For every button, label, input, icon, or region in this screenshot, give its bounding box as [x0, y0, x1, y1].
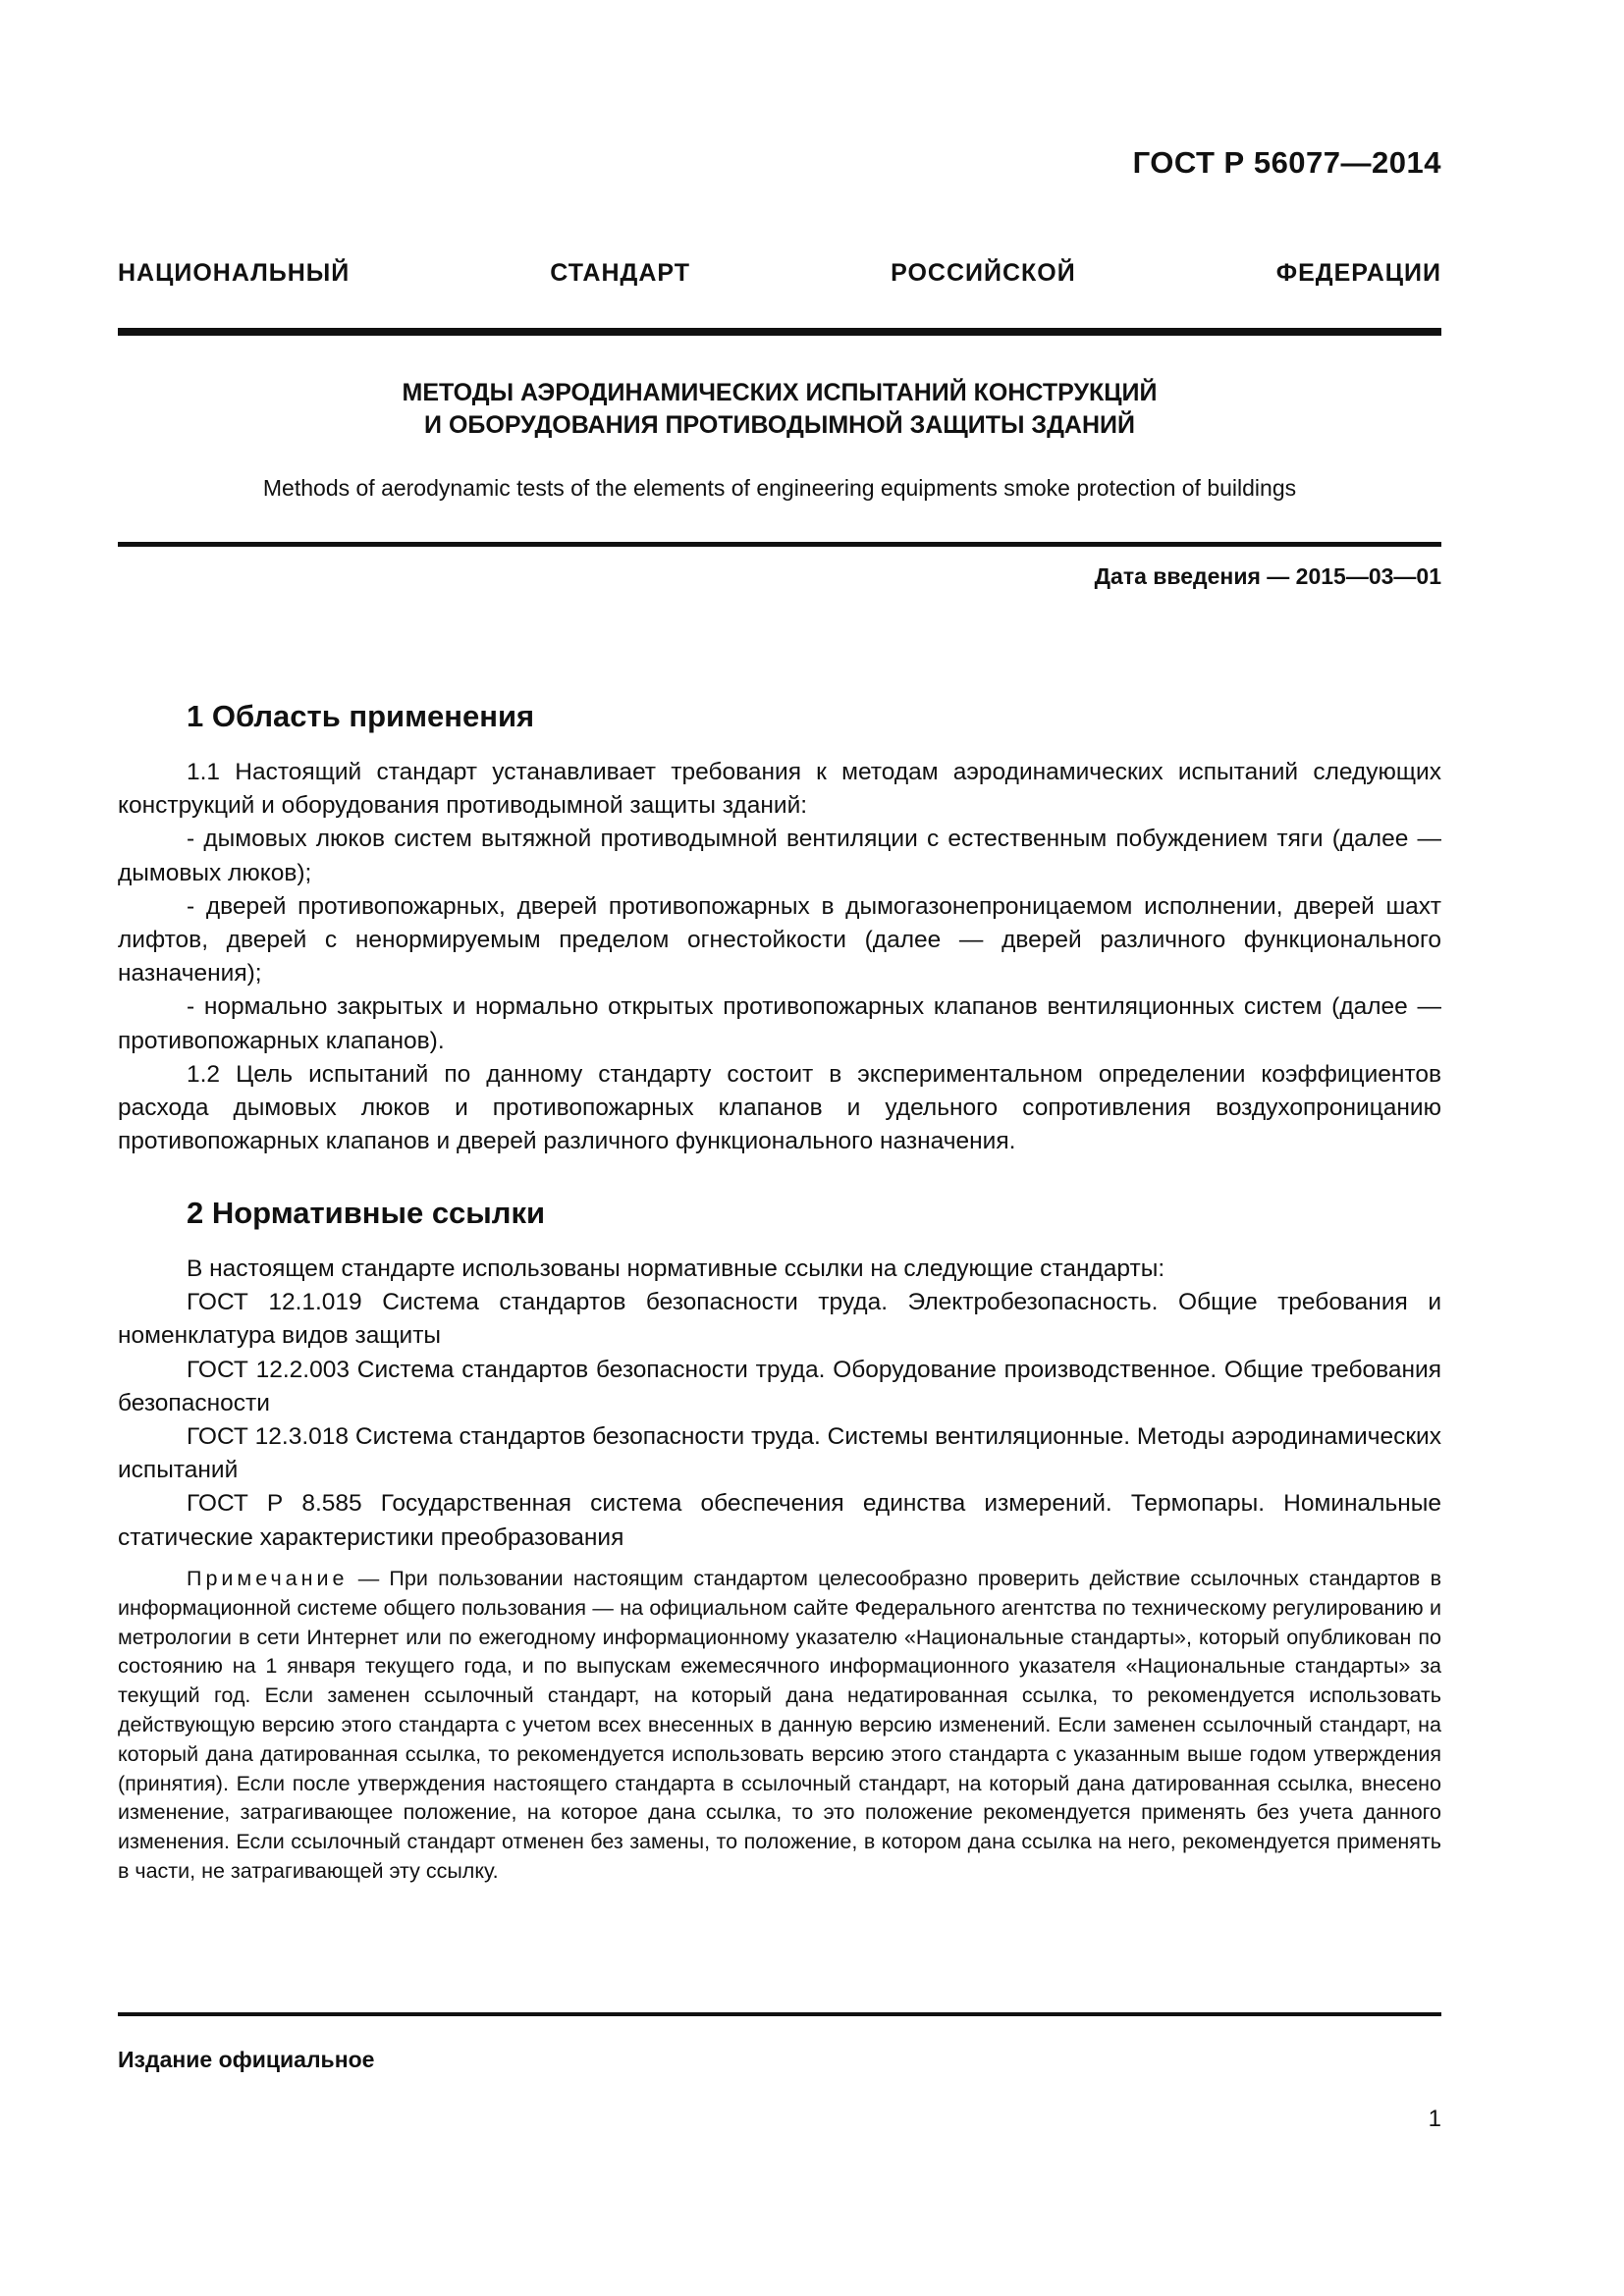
title-line-2: И ОБОРУДОВАНИЯ ПРОТИВОДЫМНОЙ ЗАЩИТЫ ЗДАНИЙ: [424, 411, 1135, 439]
note-text: — При пользовании настоящим стандартом целесообразно проверить действие ссылочных стандартов в информационной системе общего пользования — на официальном сайте Федерального агентства по техническому регулированию и метрологии в сети Интернет или по ежегодному информационному указателю «Национальные стандарты», который опубликован по состоянию на 1 января текущего года, и по выпускам ежемесячного информационного указателя «Национальные стандарты» за текущий год. Если заменен ссылочный стандарт, на который дана недатированная ссылка, то рекомендуется использовать действующую версию этого стандарта с учетом всех внесенных в данную версию изменений. Если заменен ссылочный стандарт, на который дана датированная ссылка, то рекомендуется использовать версию этого стандарта с указанным выше годом утверждения (принятия). Если после утверждения настоящего стандарта в ссылочный стандарт, на который дана датированная ссылка, внесено изменение, затрагивающее положение, на которое дана ссылка, то это положение рекомендуется применять без учета данного изменения. Если ссылочный стандарт отменен без замены, то положение, в котором дана ссылка на него, рекомендуется применять в части, не затрагивающей эту ссылку.: [118, 1567, 1441, 1883]
national-standard-caption: НАЦИОНАЛЬНЫЙ СТАНДАРТ РОССИЙСКОЙ ФЕДЕРАЦИИ: [118, 259, 1441, 287]
paragraph: В настоящем стандарте использованы нормативные ссылки на следующие стандарты:: [187, 1255, 1165, 1282]
section-1-body: [118, 756, 1441, 1158]
document-title: [118, 377, 1441, 442]
title-english: Methods of aerodynamic tests of the elements of engineering equipments smoke protection of buildings: [262, 475, 1297, 501]
section-2-body: [118, 1253, 1441, 1555]
edition-label: Издание официальное: [118, 2047, 375, 2072]
note-paragraph: [118, 1565, 1441, 1887]
document-number: ГОСТ Р 56077—2014: [1132, 145, 1441, 180]
footer-rule: [118, 2012, 1441, 2016]
page-number: 1: [1428, 2106, 1441, 2132]
list-item: - нормально закрытых и нормально открытых противопожарных клапанов вентиляционных систем (далее — противопожарных клапанов).: [118, 993, 1441, 1054]
list-item: - дымовых люков систем вытяжной противодымной вентиляции с естественным побуждением тяги (далее — дымовых люков);: [118, 826, 1441, 886]
paragraph: 1.1 Настоящий стандарт устанавливает требования к методам аэродинамических испытаний следующих конструкций и оборудования противодымной защиты зданий:: [118, 759, 1441, 820]
reference-item: ГОСТ 12.3.018 Система стандартов безопасности труда. Системы вентиляционные. Методы аэродинамических испытаний: [118, 1423, 1441, 1484]
reference-item: ГОСТ 12.1.019 Система стандартов безопасности труда. Электробезопасность. Общие требования и номенклатура видов защиты: [118, 1289, 1441, 1350]
header-rule: [118, 328, 1441, 336]
note-label: Примечание: [187, 1567, 349, 1590]
list-item: - дверей противопожарных, дверей противопожарных в дымогазонепроницаемом исполнении, дверей шахт лифтов, дверей с ненормируемым пределом огнестойкости (далее — дверей различного функционального назначения);: [118, 892, 1441, 988]
title-line-1: МЕТОДЫ АЭРОДИНАМИЧЕСКИХ ИСПЫТАНИЙ КОНСТРУКЦИЙ: [402, 379, 1158, 406]
section-2-heading: 2 Нормативные ссылки: [187, 1196, 546, 1230]
title-rule: [118, 542, 1441, 547]
reference-item: ГОСТ Р 8.585 Государственная система обеспечения единства измерений. Термопары. Номинальные статические характеристики преобразования: [118, 1490, 1441, 1551]
paragraph: 1.2 Цель испытаний по данному стандарту состоит в экспериментальном определении коэффициентов расхода дымовых люков и противопожарных клапанов и удельного сопротивления воздухопроницанию противопожарных клапанов и дверей различного функционального назначения.: [118, 1060, 1441, 1155]
reference-item: ГОСТ 12.2.003 Система стандартов безопасности труда. Оборудование производственное. Общие требования безопасности: [118, 1356, 1441, 1416]
introduction-date: Дата введения — 2015—03—01: [1094, 563, 1441, 589]
note-block: [118, 1565, 1441, 1887]
section-1-heading: 1 Область применения: [187, 699, 535, 733]
